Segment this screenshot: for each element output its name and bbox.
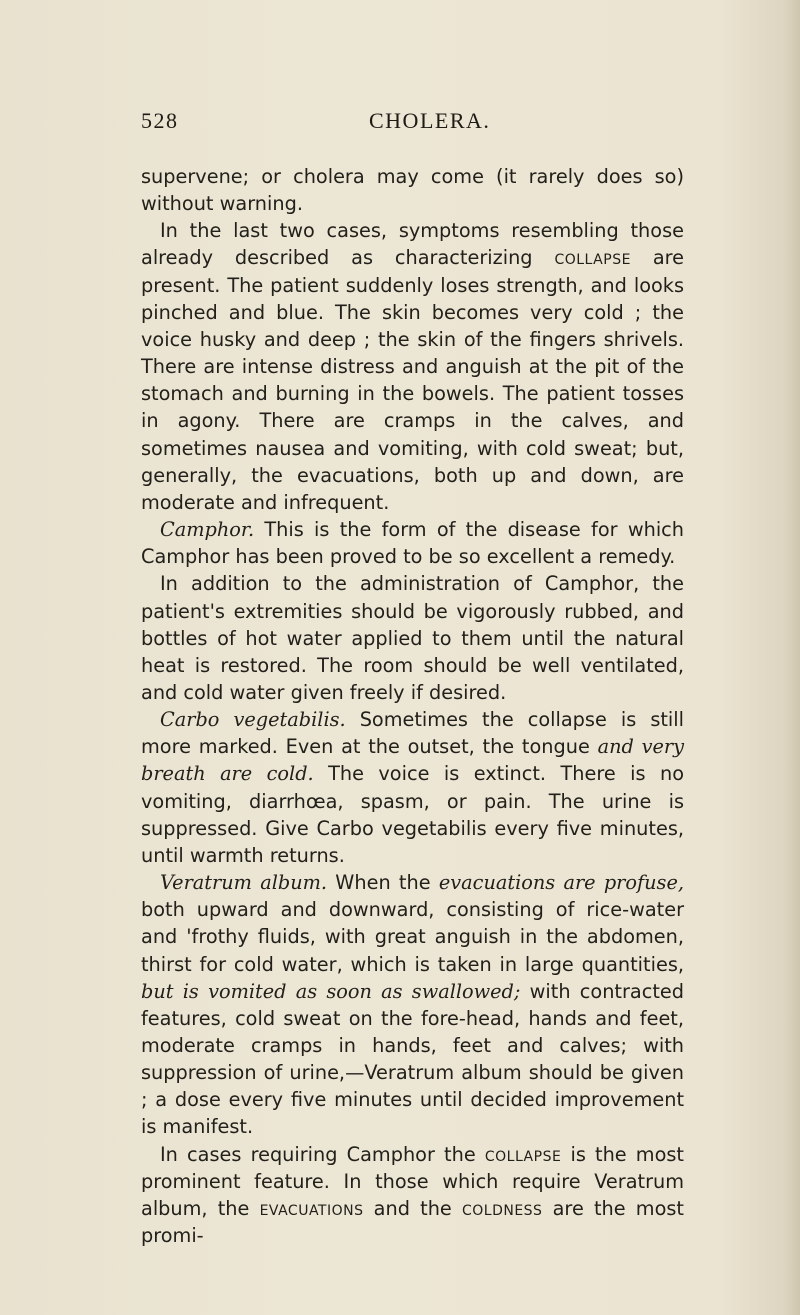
emphasis-text: and very breath are cold. bbox=[141, 735, 684, 786]
text-run: In addition to the administration of Camphor, the patient's extremities should be vigorously rubbed, and bottles of hot water applied to them until the natural heat is restored. The room should be well ventilated, and cold water given freely if desired. bbox=[141, 572, 684, 704]
paragraph-7 bbox=[141, 1141, 684, 1250]
paragraph-1 bbox=[141, 163, 684, 217]
page-number: 528 bbox=[141, 108, 179, 133]
text-run: The voice is extinct. There is no vomiting, diarrhœa, spasm, or pain. The urine is suppressed. Give Carbo vegetabilis every five minutes, until warmth returns. bbox=[141, 762, 684, 867]
remedy-heading: Camphor. bbox=[160, 518, 255, 542]
paragraph-3 bbox=[141, 516, 684, 570]
text-run: Sometimes the collapse is still more marked. Even at the outset, the tongue bbox=[141, 708, 684, 759]
paragraph-4 bbox=[141, 570, 684, 706]
text-run: In cases requiring Camphor the bbox=[160, 1142, 485, 1166]
small-caps-term: evacuations bbox=[259, 1196, 364, 1220]
text-run: are the most promi- bbox=[141, 1196, 684, 1248]
text-run: When the bbox=[327, 871, 439, 895]
remedy-heading: Veratrum album. bbox=[160, 871, 328, 895]
small-caps-term: coldness bbox=[461, 1196, 543, 1220]
paragraph-5 bbox=[141, 706, 684, 869]
remedy-heading: Carbo vegetabilis. bbox=[160, 708, 346, 732]
text-run: both upward and downward, consisting of rice-water and 'frothy fluids, with great anguish in the abdomen, thirst for cold water, which is taken in large quantities, bbox=[141, 898, 684, 976]
text-run: with contracted features, cold sweat on the fore-head, hands and feet, moderate cramps in hands, feet and calves; with suppression of urine,—Veratrum album should be given ; a dose every five minutes until decided improvement is manifest. bbox=[141, 979, 684, 1139]
small-caps-term: collapse bbox=[554, 246, 631, 270]
emphasis-text: evacuations are profuse, bbox=[438, 871, 684, 895]
text-run: In the last two cases, symptoms resembling those already described as characterizing bbox=[141, 219, 684, 270]
paragraph-6 bbox=[141, 869, 684, 1141]
emphasis-text: but is vomited as soon as swallowed; bbox=[141, 979, 521, 1003]
text-run: are present. The patient suddenly loses strength, and looks pinched and blue. The skin becomes very cold ; the voice husky and deep ; the skin of the fingers shrivels. There are intense distress and anguish at the pit of the stomach and burning in the bowels. The patient tosses in agony. There are cramps in the calves, and sometimes nausea and vomiting, with cold sweat; but, generally, the evacuations, both up and down, are moderate and infrequent. bbox=[141, 246, 684, 514]
text-run: is the most prominent feature. In those which require Veratrum album, the bbox=[141, 1142, 684, 1220]
body-text bbox=[141, 163, 684, 1249]
paragraph-2 bbox=[141, 217, 684, 516]
running-head: CHOLERA. bbox=[369, 108, 491, 133]
text-run: supervene; or cholera may come (it rarely does so) without warning. bbox=[141, 165, 684, 216]
page-header bbox=[141, 108, 681, 142]
text-run: This is the form of the disease for which Camphor has been proved to be so excellent a remedy. bbox=[141, 518, 684, 569]
text-run: and the bbox=[363, 1196, 462, 1220]
small-caps-term: collapse bbox=[484, 1142, 562, 1166]
